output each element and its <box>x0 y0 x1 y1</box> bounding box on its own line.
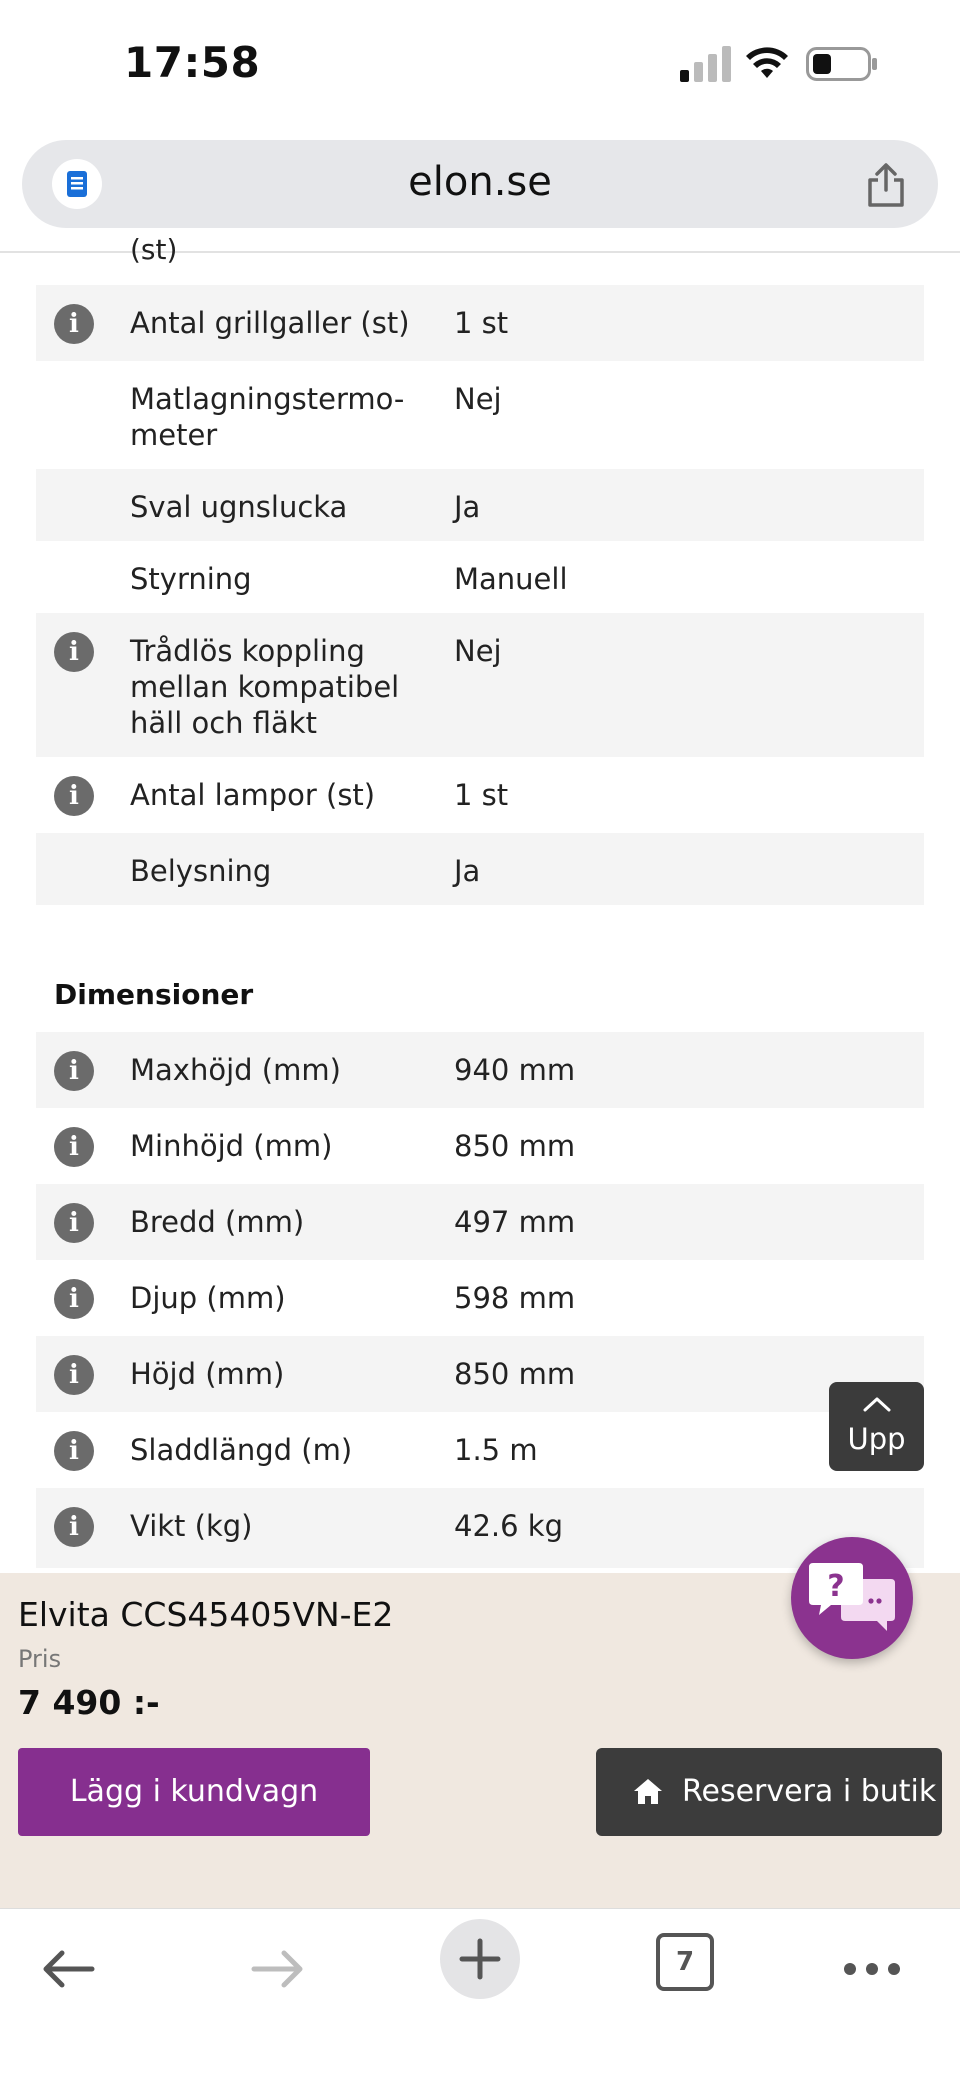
svg-text:?: ? <box>827 1569 845 1604</box>
spec-value: 42.6 kg <box>454 1509 563 1543</box>
spec-label: Sladdlängd (m) <box>130 1433 353 1467</box>
spec-label: Maxhöjd (mm) <box>130 1053 341 1087</box>
spec-row <box>36 1108 924 1184</box>
scroll-to-top-label: Upp <box>847 1422 906 1456</box>
spec-value: 598 mm <box>454 1281 576 1315</box>
battery-icon <box>806 47 878 81</box>
reserve-in-store-button[interactable] <box>596 1748 942 1836</box>
spec-label: Antal grillgaller (st) <box>130 306 410 340</box>
wifi-icon <box>744 44 790 82</box>
info-icon[interactable]: i <box>54 1355 94 1395</box>
spec-row <box>36 833 924 905</box>
chevron-up-icon <box>863 1396 891 1412</box>
back-arrow-icon[interactable] <box>30 1929 110 2009</box>
spec-label: Bredd (mm) <box>130 1205 305 1239</box>
spec-label: Trådlös koppling mellan kompatibel häll och fläkt <box>130 634 400 740</box>
scroll-to-top-button[interactable] <box>829 1382 924 1471</box>
spec-value: Manuell <box>454 562 568 596</box>
price-label: Pris <box>18 1645 62 1673</box>
spec-row <box>36 285 924 361</box>
spec-value: 850 mm <box>454 1129 576 1163</box>
reserve-in-store-label: Reservera i butik <box>682 1774 937 1809</box>
spec-label: Matlagningstermo-meter <box>130 382 405 452</box>
product-price: 7 490 :- <box>18 1683 160 1722</box>
spec-label: Sval ugnslucka <box>130 490 348 524</box>
cutoff-label: (st) <box>130 233 178 266</box>
address-bar[interactable] <box>22 140 938 228</box>
browser-toolbar <box>0 1908 960 2082</box>
spec-value: 1.5 m <box>454 1433 538 1467</box>
spec-label: Djup (mm) <box>130 1281 286 1315</box>
home-icon <box>632 1775 664 1807</box>
spec-label: Belysning <box>130 854 272 888</box>
spec-row <box>36 541 924 613</box>
spec-label: Styrning <box>130 562 252 596</box>
spec-row <box>36 469 924 541</box>
chat-bubbles-icon <box>807 1557 899 1641</box>
spec-value: 850 mm <box>454 1357 576 1391</box>
spec-value: 497 mm <box>454 1205 576 1239</box>
spec-label: Höjd (mm) <box>130 1357 285 1391</box>
spec-label: Vikt (kg) <box>130 1509 253 1543</box>
info-icon[interactable]: i <box>54 1127 94 1167</box>
info-icon[interactable]: i <box>54 1431 94 1471</box>
product-name: Elvita CCS45405VN-E2 <box>18 1595 394 1634</box>
tabs-button[interactable]: 7 <box>656 1933 714 1991</box>
status-bar <box>0 0 960 130</box>
spec-label: Antal lampor (st) <box>130 778 376 812</box>
forward-arrow-icon[interactable] <box>236 1929 316 2009</box>
spec-row <box>36 757 924 833</box>
spec-value: Ja <box>454 854 481 888</box>
more-options-icon[interactable] <box>832 1929 912 2009</box>
info-icon[interactable]: i <box>54 1203 94 1243</box>
spec-table <box>0 233 960 1573</box>
info-icon[interactable]: i <box>54 304 94 344</box>
status-time: 17:58 <box>124 38 261 87</box>
plus-icon <box>440 1919 520 1999</box>
info-icon[interactable]: i <box>54 1507 94 1547</box>
spec-value: Nej <box>454 382 502 416</box>
cellular-signal-icon <box>680 46 732 82</box>
spec-value: 1 st <box>454 306 509 340</box>
info-icon[interactable]: i <box>54 632 94 672</box>
add-to-cart-button[interactable]: Lägg i kundvagn <box>18 1748 370 1836</box>
url-text[interactable]: elon.se <box>408 159 552 205</box>
spec-row <box>36 1488 924 1568</box>
section-heading-dimensions: Dimensioner <box>54 978 254 1011</box>
spec-row <box>36 361 924 469</box>
spec-value: 1 st <box>454 778 509 812</box>
info-icon[interactable]: i <box>54 776 94 816</box>
spec-row <box>36 1032 924 1108</box>
spec-value: Nej <box>454 634 502 668</box>
info-icon[interactable]: i <box>54 1279 94 1319</box>
spec-row <box>36 1184 924 1260</box>
spec-value: Ja <box>454 490 481 524</box>
spec-row <box>36 1336 924 1412</box>
new-tab-button[interactable] <box>440 1919 520 1999</box>
chat-help-button[interactable] <box>791 1537 913 1659</box>
info-icon[interactable]: i <box>54 1051 94 1091</box>
spec-row <box>36 1260 924 1336</box>
share-icon[interactable] <box>864 162 908 208</box>
spec-row <box>36 613 924 757</box>
spec-value: 940 mm <box>454 1053 576 1087</box>
spec-label: Minhöjd (mm) <box>130 1129 333 1163</box>
spec-row <box>36 1412 924 1488</box>
